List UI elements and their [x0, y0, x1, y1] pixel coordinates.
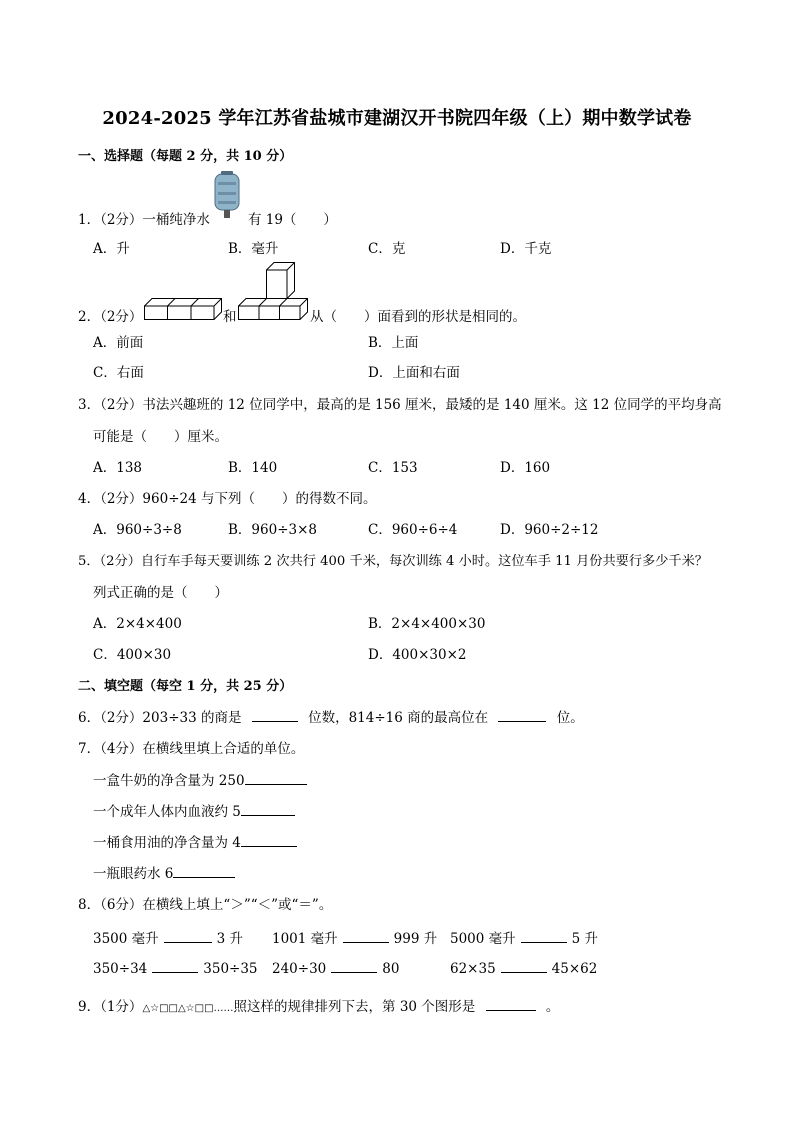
q4-option-b: B．960÷3×8	[228, 522, 317, 538]
q3-option-b: B．140	[228, 460, 278, 476]
q4-option-c: C．960÷6÷4	[368, 522, 458, 538]
q5-option-b: B．2×4×400×30	[368, 616, 486, 632]
q9-blank[interactable]	[486, 1009, 536, 1011]
q8-item-6-right: 45×62	[551, 961, 598, 977]
q7-item-2	[93, 800, 295, 820]
q5-option-d: D．400×30×2	[368, 647, 467, 663]
q8-item-3-right: 5 升	[571, 931, 599, 947]
q9-part1: 9．（1分）	[78, 999, 143, 1015]
q8-blank-3[interactable]	[521, 941, 567, 943]
q8-blank-4[interactable]	[152, 971, 198, 973]
section-heading-choice: 一、选择题（每题 2 分，共 10 分）	[78, 149, 293, 164]
q1-stem-part2: 有 19（ ）	[247, 212, 337, 228]
q2-option-b: B．上面	[368, 335, 419, 351]
question-5-line2: 列式正确的是（ ）	[93, 585, 228, 601]
q2-option-a: A．前面	[93, 335, 144, 351]
q7-item-2-text: 一个成年人体内血液约 5	[93, 804, 241, 820]
q8-item-4-right: 350÷35	[203, 961, 258, 977]
q7-blank-4[interactable]	[173, 876, 235, 878]
q8-item-5-left: 240÷30	[272, 961, 327, 977]
q4-option-a: A．960÷3÷8	[93, 522, 182, 538]
q6-part3: 位。	[556, 710, 584, 726]
q8-item-6-left: 62×35	[450, 961, 496, 977]
q1-option-a: A．升	[93, 241, 130, 257]
q9-pattern: △☆□□△☆□□……	[142, 1003, 234, 1014]
q5-option-c: C．400×30	[93, 647, 172, 663]
q2-option-c: C．右面	[93, 365, 144, 381]
q8-item-5	[272, 961, 399, 977]
q1-option-b: B．毫升	[228, 241, 279, 257]
q8-item-2-left: 1001 毫升	[272, 931, 338, 947]
q3-option-d: D．160	[500, 460, 551, 476]
q1-option-d: D．千克	[500, 241, 552, 257]
q3-option-a: A．138	[93, 460, 143, 476]
q8-item-5-right: 80	[382, 961, 400, 977]
q8-item-1-left: 3500 毫升	[93, 931, 159, 947]
q7-item-4-text: 一瓶眼药水 6	[93, 866, 174, 882]
question-1-stem	[78, 208, 337, 228]
q7-item-3	[93, 831, 297, 851]
question-4-stem: 4．（2分）960÷24 与下列（ ）的得数不同。	[78, 491, 377, 507]
q7-item-4	[93, 862, 235, 882]
question-3-line2: 可能是（ ）厘米。	[93, 429, 228, 445]
q9-part3: 。	[545, 999, 560, 1015]
question-8-stem: 8．（6分）在横线上填上“＞”“＜”或“＝”。	[78, 897, 333, 913]
question-3-line1: 3．（2分）书法兴趣班的 12 位同学中，最高的是 156 厘米，最矮的是 140 厘米。这 12 位同学的平均身高	[78, 397, 722, 413]
q7-item-3-text: 一桶食用油的净含量为 4	[93, 835, 241, 851]
q2-option-d: D．上面和右面	[368, 365, 460, 381]
q7-item-1-text: 一盒牛奶的净含量为 250	[93, 773, 245, 789]
four-cubes-icon	[238, 262, 308, 320]
q8-item-3	[450, 927, 598, 947]
q8-blank-5[interactable]	[331, 971, 377, 973]
q1-stem-part1: 1．（2分）一桶纯净水	[78, 212, 210, 228]
q7-blank-2[interactable]	[241, 814, 295, 816]
question-6	[78, 706, 584, 726]
q8-blank-6[interactable]	[501, 971, 547, 973]
q7-blank-3[interactable]	[241, 845, 297, 847]
question-7-stem: 7．（4分）在横线里填上合适的单位。	[78, 741, 305, 757]
q9-part2: 照这样的规律排列下去，第 30 个图形是	[233, 999, 476, 1015]
q8-item-3-left: 5000 毫升	[450, 931, 516, 947]
q2-tail: 从（ ）面看到的形状是相同的。	[310, 309, 526, 325]
q8-item-6	[450, 961, 597, 977]
q8-blank-1[interactable]	[164, 941, 212, 943]
q8-item-2-right: 999 升	[393, 931, 438, 947]
q3-option-c: C．153	[368, 460, 418, 476]
q8-item-4-left: 350÷34	[93, 961, 148, 977]
q7-item-1	[93, 769, 307, 789]
q6-part2: 位数，814÷16 商的最高位在	[308, 710, 489, 726]
section-heading-fill: 二、填空题（每空 1 分，共 25 分）	[78, 679, 293, 694]
q6-blank-1[interactable]	[252, 720, 298, 722]
q2-and: 和	[223, 309, 237, 325]
q8-item-1-right: 3 升	[216, 931, 244, 947]
question-9	[78, 995, 559, 1015]
q6-part1: 6．（2分）203÷33 的商是	[78, 710, 242, 726]
water-bottle-icon	[211, 170, 243, 220]
q5-option-a: A．2×4×400	[93, 616, 182, 632]
question-5-line1: 5．（2分）自行车手每天要训练 2 次共行 400 千米，每次训练 4 小时。这位车手 11 月份共要行多少千米？	[78, 554, 708, 569]
q4-option-d: D．960÷2÷12	[500, 522, 599, 538]
three-cubes-row-icon	[144, 298, 222, 320]
q6-blank-2[interactable]	[498, 720, 546, 722]
page-title: 2024-2025 学年江苏省盐城市建湖汉开书院四年级（上）期中数学试卷	[102, 108, 692, 129]
q7-blank-1[interactable]	[245, 783, 307, 785]
q8-item-1	[93, 927, 243, 947]
q1-option-c: C．克	[368, 241, 406, 257]
q8-blank-2[interactable]	[343, 941, 389, 943]
q8-item-4	[93, 961, 258, 977]
q2-number: 2．（2分）	[78, 309, 143, 325]
q8-item-2	[272, 927, 437, 947]
